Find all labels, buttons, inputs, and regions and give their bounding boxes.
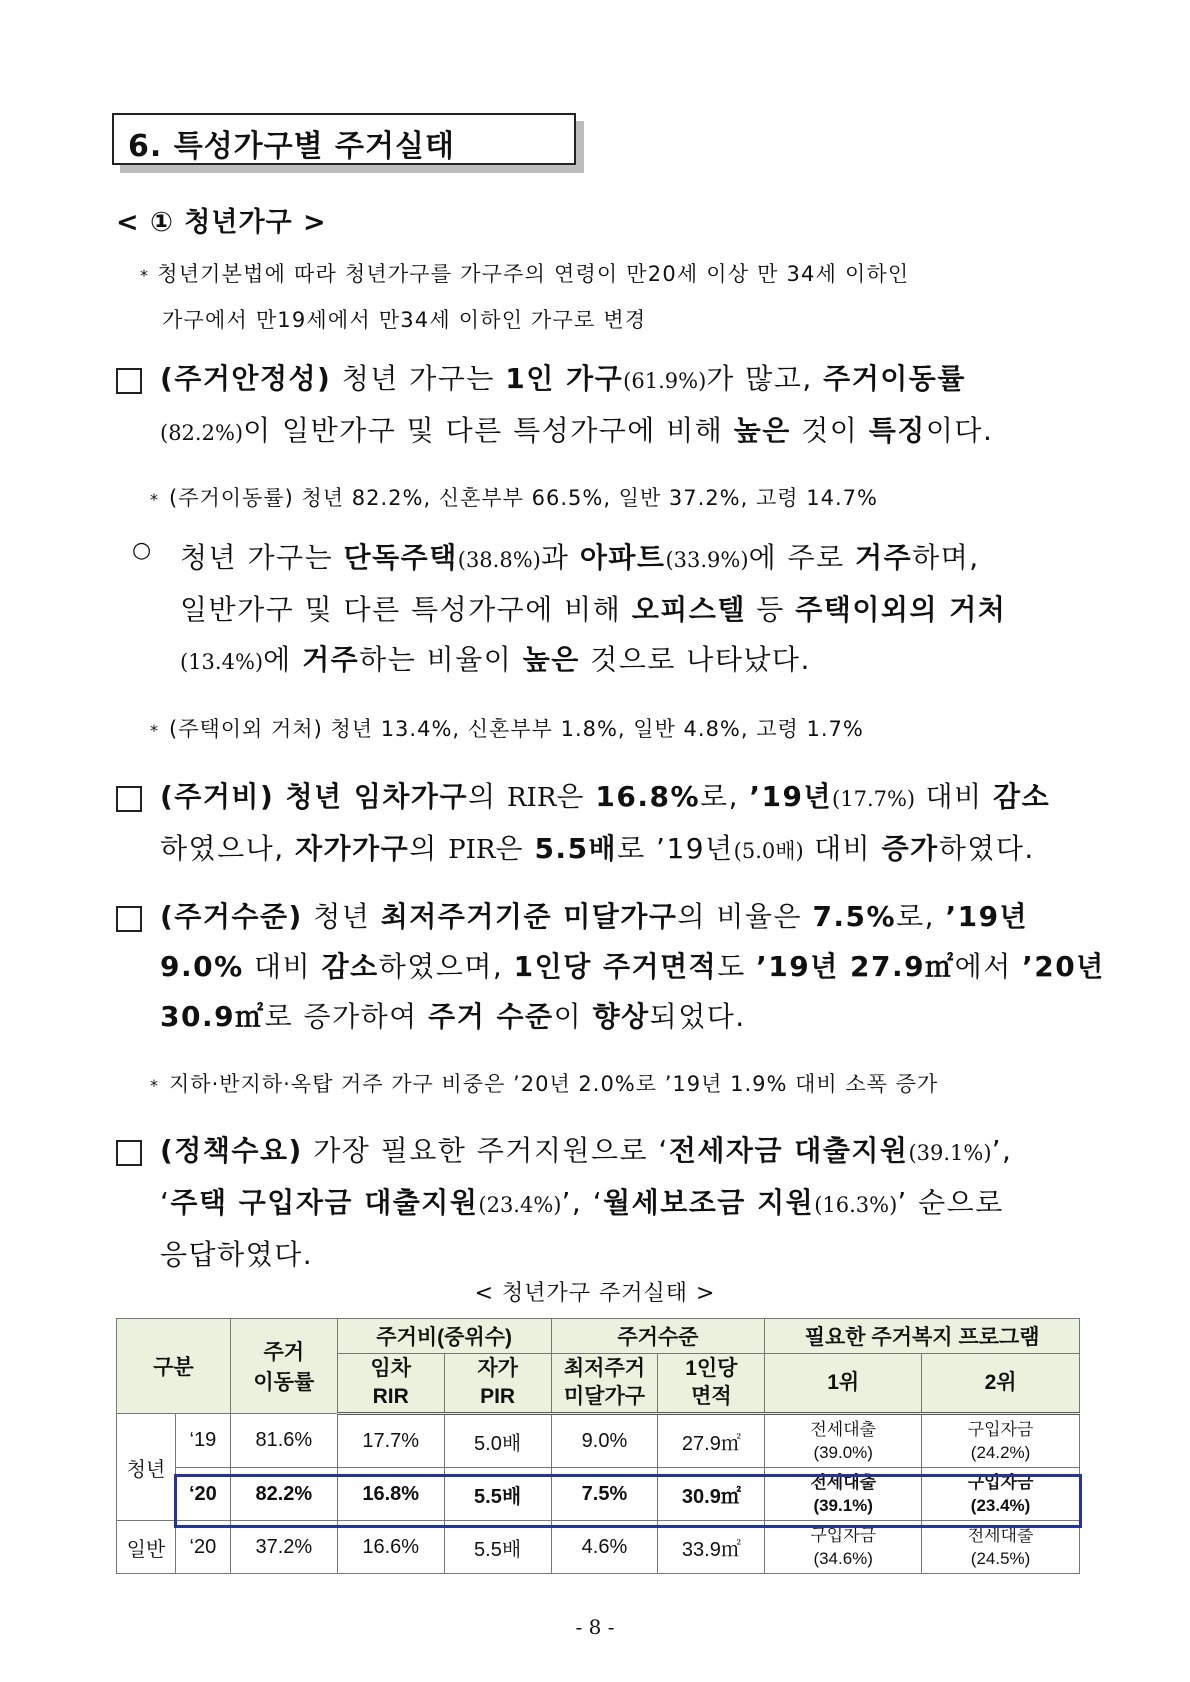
para-text: 에	[263, 643, 303, 676]
para-text: 로,	[700, 780, 750, 813]
para-emph: 감소	[993, 780, 1051, 813]
cell-mobility: 81.6%	[230, 1414, 337, 1468]
para-pct: (39.1%)	[908, 1141, 992, 1165]
para-label: (주거비) 청년 임차가구	[160, 780, 469, 813]
para-text: 하였다.	[938, 832, 1035, 865]
header-program: 필요한 주거복지 프로그램	[765, 1319, 1080, 1354]
table-caption: < 청년가구 주거실태 >	[474, 1281, 716, 1306]
para-text: 대비	[803, 832, 882, 865]
para-emph: 7.5%	[812, 900, 897, 933]
para-emph: 거주	[302, 643, 360, 676]
header-pir-line1: 자가	[477, 1357, 518, 1380]
para-text: 이 일반가구 및 다른 특성가구에 비해	[243, 414, 734, 447]
para-emph: 1인당 주거면적	[513, 950, 718, 983]
cell-year: ‘20	[175, 1468, 230, 1521]
asterisk-icon: *	[150, 721, 159, 740]
para-pct: (61.9%)	[623, 369, 707, 393]
cell-year: ‘19	[175, 1414, 230, 1468]
para-label: (정책수요)	[160, 1134, 303, 1167]
cell-below-min: 7.5%	[551, 1468, 658, 1521]
para-text: 등	[745, 593, 796, 626]
cell-mobility: 37.2%	[230, 1521, 337, 1574]
rank2-pct: (24.5%)	[970, 1549, 1031, 1568]
asterisk-icon: *	[150, 1076, 159, 1095]
cell-pir: 5.5배	[444, 1468, 551, 1521]
cell-rank1	[765, 1521, 922, 1574]
para-text: ‘	[160, 1186, 171, 1219]
intro-note-line1: 청년기본법에 따라 청년가구를 가구주의 연령이 만20세 이상 만 34세 이하인	[157, 262, 910, 286]
para-emph: 특징	[868, 414, 926, 447]
header-rank1: 1위	[765, 1354, 922, 1414]
para-text: 로 증가하여	[264, 1000, 429, 1033]
cell-year: ‘20	[175, 1521, 230, 1574]
header-area	[658, 1354, 765, 1414]
para-text: 청년 가구는	[331, 362, 506, 395]
para-pct: (16.3%)	[814, 1193, 898, 1217]
para-pct: (23.4%)	[478, 1193, 562, 1217]
footnote-text: 지하·반지하·옥탑 거주 가구 비중은 ’20년 2.0%로 ’19년 1.9% 대비 소폭 증가	[169, 1072, 939, 1096]
para-emph: 아파트	[579, 541, 666, 574]
para-text: ’,	[991, 1134, 1013, 1167]
para-text: 과	[540, 541, 580, 574]
header-area-line2: 면적	[691, 1385, 732, 1408]
cell-below-min: 9.0%	[551, 1414, 658, 1468]
para-term: RIR	[506, 783, 557, 813]
rank2-name: 전세대출	[967, 1526, 1034, 1545]
rank1-name: 전세대출	[810, 1473, 877, 1492]
cell-rir: 16.6%	[337, 1521, 444, 1574]
para-emph: ’20년	[1022, 950, 1105, 983]
subsection-heading: < ① 청년가구 >	[116, 207, 327, 238]
rank1-name: 구입자금	[810, 1526, 877, 1545]
para-text: ’ 순으로	[897, 1186, 1004, 1219]
checkbox-square-icon	[116, 906, 142, 932]
para-pct: (5.0배)	[733, 839, 804, 863]
header-below-min	[551, 1354, 658, 1414]
para-text: 이	[553, 1000, 593, 1033]
header-mobility	[230, 1319, 337, 1414]
header-mobility-line1: 주거	[263, 1341, 305, 1364]
para-text: 하며,	[912, 541, 980, 574]
footnote-text: (주거이동률) 청년 82.2%, 신혼부부 66.5%, 일반 37.2%, 고령 14.7%	[169, 486, 878, 510]
header-below-min-line2: 미달가구	[563, 1385, 646, 1408]
footnote-text: (주택이외 거처) 청년 13.4%, 신혼부부 1.8%, 일반 4.8%, 고령 1.7%	[169, 717, 864, 741]
paragraph-housing-level	[160, 892, 1105, 1042]
cell-rank1	[765, 1468, 922, 1521]
para-text: 에서	[954, 950, 1023, 983]
para-label: (주거수준)	[160, 900, 303, 933]
para-pct: (33.9%)	[665, 548, 749, 572]
para-text: 것으로 나타났다.	[579, 643, 811, 676]
para-emph: ’19년 27.9㎡	[756, 950, 955, 983]
paragraph-housing-type	[180, 533, 1090, 687]
cell-area: 30.9㎡	[658, 1468, 765, 1521]
para-emph: 16.8%	[595, 780, 701, 813]
rank1-pct: (34.6%)	[813, 1549, 873, 1568]
cell-rir: 16.8%	[337, 1468, 444, 1521]
para-text: ’, ‘	[561, 1186, 604, 1219]
para-text: 되었다.	[649, 1000, 746, 1033]
para-emph: 자가가구	[295, 832, 410, 865]
paragraph-policy-demand	[160, 1126, 1090, 1280]
asterisk-icon: *	[150, 490, 159, 509]
cell-below-min: 4.6%	[551, 1521, 658, 1574]
rank2-name: 구입자금	[967, 1420, 1034, 1439]
para-text: 청년	[302, 900, 381, 933]
para-text: 은	[556, 780, 596, 813]
section-title-box	[112, 113, 576, 165]
para-pct: (13.4%)	[180, 650, 264, 674]
para-emph: 5.5배	[534, 832, 618, 865]
header-rir-line2: RIR	[372, 1385, 409, 1408]
circle-bullet-icon: ○	[132, 538, 152, 563]
header-mobility-line2: 이동률	[253, 1371, 315, 1394]
para-emph: 9.0%	[160, 950, 244, 983]
para-emph: 증가	[881, 832, 939, 865]
cell-rank1	[765, 1414, 922, 1468]
para-text: 로 ’19년	[617, 832, 734, 865]
para-emph: 주거 수준	[428, 1000, 554, 1033]
table-row	[117, 1414, 1080, 1468]
para-text: 에 주로	[748, 541, 856, 574]
para-pct: (17.7%)	[832, 787, 916, 811]
asterisk-icon: *	[140, 266, 150, 285]
paragraph-housing-cost	[160, 772, 1090, 876]
header-below-min-line1: 최저주거	[563, 1357, 646, 1380]
para-text: 응답하였다.	[160, 1238, 314, 1271]
para-emph: 최저주거기준 미달가구	[380, 900, 678, 933]
cell-rir: 17.7%	[337, 1414, 444, 1468]
cell-mobility: 82.2%	[230, 1468, 337, 1521]
para-text: 가장 필요한 주거지원으로 ‘	[302, 1134, 669, 1167]
header-cost: 주거비(중위수)	[337, 1319, 551, 1354]
para-text: 의	[468, 780, 507, 813]
para-text: 의 비율은	[677, 900, 813, 933]
paragraph-stability	[160, 354, 1090, 458]
para-emph: ’19년	[945, 900, 1029, 933]
para-term: PIR	[448, 835, 496, 865]
para-pct: (38.8%)	[457, 548, 541, 572]
para-emph: ’19년	[749, 780, 833, 813]
para-emph: 주택이외의 거처	[795, 593, 1007, 626]
para-emph: 월세보조금 지원	[603, 1186, 815, 1219]
para-emph: 30.9㎡	[160, 1000, 265, 1033]
rank2-pct: (23.4%)	[970, 1496, 1031, 1515]
header-rir-line1: 임차	[370, 1357, 411, 1380]
para-emph: 전세자금 대출지원	[668, 1134, 909, 1167]
section-title: 6. 특성가구별 주거실태	[128, 129, 455, 164]
cell-rank2	[922, 1414, 1080, 1468]
cell-pir: 5.0배	[444, 1414, 551, 1468]
header-level: 주거수준	[551, 1319, 765, 1354]
rank1-pct: (39.1%)	[813, 1496, 873, 1515]
cell-area: 27.9㎡	[658, 1414, 765, 1468]
rank2-pct: (24.2%)	[970, 1443, 1031, 1462]
para-text: 대비	[915, 780, 994, 813]
para-emph: 주택 구입자금 대출지원	[170, 1186, 479, 1219]
intro-note-line2: 가구에서 만19세에서 만34세 이하인 가구로 변경	[162, 308, 647, 332]
header-rir	[337, 1354, 444, 1414]
para-text: 이다.	[925, 414, 994, 447]
para-emph: 1인 가구	[505, 362, 624, 395]
footnote-mobility	[150, 482, 878, 512]
footnote-basement	[150, 1068, 938, 1098]
header-pir-line2: PIR	[480, 1385, 516, 1408]
para-emph: 감소	[321, 950, 379, 983]
checkbox-square-icon	[116, 786, 142, 812]
row-group-general: 일반	[117, 1521, 176, 1574]
header-pir	[444, 1354, 551, 1414]
cell-rank2	[922, 1468, 1080, 1521]
para-text: 청년 가구는	[180, 541, 344, 574]
para-text: 로,	[896, 900, 946, 933]
para-text: 것이	[790, 414, 869, 447]
row-group-youth: 청년	[117, 1414, 176, 1521]
rank1-pct: (39.0%)	[813, 1443, 873, 1462]
para-emph: 주거이동률	[823, 362, 966, 395]
header-rank2: 2위	[922, 1354, 1080, 1414]
para-emph: 높은	[522, 643, 580, 676]
para-emph: 거주	[855, 541, 913, 574]
para-emph: 단독주택	[343, 541, 458, 574]
para-text: 은	[495, 832, 535, 865]
para-emph: 오피스텔	[631, 593, 746, 626]
cell-rank2	[922, 1521, 1080, 1574]
header-area-line1: 1인당	[685, 1357, 738, 1380]
cell-area: 33.9㎡	[658, 1521, 765, 1574]
youth-housing-table	[116, 1318, 1080, 1574]
para-emph: 높은	[733, 414, 791, 447]
rank2-name: 구입자금	[967, 1473, 1034, 1492]
table-row-highlighted	[117, 1468, 1080, 1521]
para-label: (주거안정성)	[160, 362, 332, 395]
para-text: 대비	[243, 950, 322, 983]
cell-pir: 5.5배	[444, 1521, 551, 1574]
page-number: - 8 -	[575, 1615, 615, 1639]
checkbox-square-icon	[116, 1140, 142, 1166]
para-pct: (82.2%)	[160, 421, 244, 445]
rank1-name: 전세대출	[810, 1420, 877, 1439]
para-text: 하였으며,	[378, 950, 514, 983]
para-text: 하는 비율이	[359, 643, 523, 676]
para-emph: 향상	[592, 1000, 650, 1033]
table-row	[117, 1521, 1080, 1574]
footnote-non-housing	[150, 713, 864, 743]
checkbox-square-icon	[116, 368, 142, 394]
para-text: 도	[717, 950, 757, 983]
intro-note	[140, 252, 1090, 342]
para-text: 가 많고,	[706, 362, 824, 395]
para-text: 의	[409, 832, 449, 865]
para-text: 하였으나,	[160, 832, 295, 865]
header-category: 구분	[117, 1319, 231, 1414]
para-text: 일반가구 및 다른 특성가구에 비해	[180, 593, 632, 626]
